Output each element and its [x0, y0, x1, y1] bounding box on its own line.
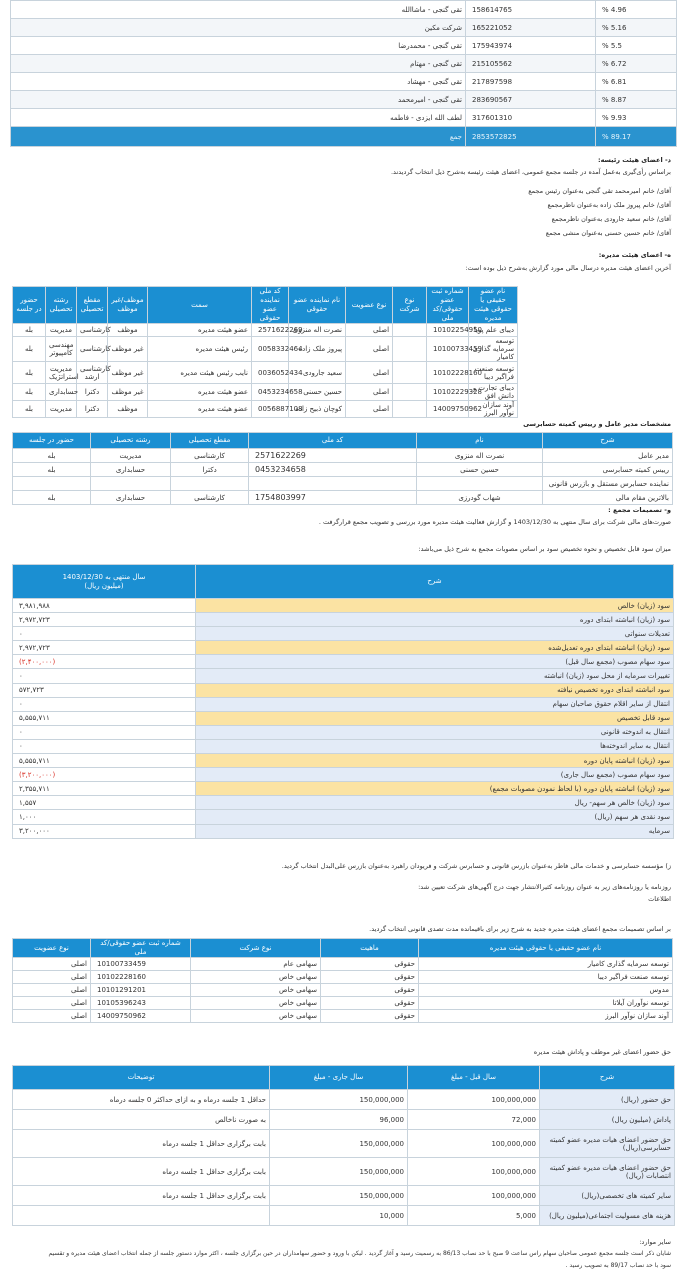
fees-header-cell: توضیحات: [13, 1066, 270, 1090]
shareholder-shares: 283690567: [466, 91, 596, 109]
board-cell: توسعه سرمایه گذاری کامیار: [469, 337, 518, 362]
shareholder-shares: 165221052: [466, 19, 596, 37]
profit-row: [13, 725, 674, 739]
board-cell: مدیریت استراتژیک: [46, 362, 77, 384]
ceo-cell: حسابداری: [91, 491, 171, 505]
profit-row: [13, 683, 674, 697]
board-cell: دکترا: [77, 401, 108, 418]
newboard-header-cell: نام عضو حقیقی یا حقوقی هیئت مدیره: [419, 939, 673, 958]
ra-line: آقای/ خانم امیرمحمد تقی گنجی به‌عنوان رئیس مجمع: [528, 187, 671, 195]
profit-label: سود انباشته ابتدای دوره تخصیص نیافته: [196, 683, 674, 697]
profit-label: سود قابل تخصیص: [196, 711, 674, 725]
profit-value: ۲,۳۵۵,۷۱۱: [13, 782, 196, 796]
ceo-cell: [249, 477, 417, 491]
profit-value: ۱,۰۰۰: [13, 810, 196, 824]
profit-label: سود سهام مصوب (مجمع سال قبل): [196, 655, 674, 669]
fees-current: 150,000,000: [270, 1158, 408, 1186]
table-row: [13, 324, 674, 337]
shareholder-name: تقی گنجی - مهتام: [11, 55, 466, 73]
board-cell: [393, 362, 427, 384]
ceo-cell: نصرت اله منزوی: [417, 449, 543, 463]
profit-row: [13, 697, 674, 711]
board-cell: مدیریت: [46, 401, 77, 418]
ceo-table: [12, 432, 673, 505]
board-cell: [393, 337, 427, 362]
board-header-cell: موظف/غیر موظف: [108, 287, 148, 324]
ra-line: آقای/ خانم حسین حسنی به‌عنوان منشی مجمع: [545, 229, 671, 237]
fees-current: 96,000: [270, 1110, 408, 1130]
newspaper-value: اطلاعات: [648, 895, 671, 903]
fees-header-cell: سال قبل - مبلغ: [408, 1066, 540, 1090]
board-cell: بله: [13, 324, 46, 337]
profit-label: انتقال به سایر اندوخته‌ها: [196, 739, 674, 753]
ceo-cell: [417, 477, 543, 491]
shareholder-name: تقی گنجی - ماشاالله: [11, 1, 466, 19]
board-cell: مدیریت: [46, 324, 77, 337]
table-row: [11, 73, 677, 91]
ra-line: آقای/ خانم پیروز ملک زاده به‌عنوان ناظرمجمع: [547, 201, 671, 209]
board-title: ه- اعضای هیئت مدیره:: [598, 251, 671, 259]
table-row: [13, 997, 673, 1010]
board-cell: کوچان ذبیح زاده: [289, 401, 346, 418]
board-cell: 0058332464: [252, 337, 289, 362]
fees-current: 150,000,000: [270, 1090, 408, 1110]
board-cell: غیر موظف: [108, 362, 148, 384]
profit-row: [13, 768, 674, 782]
ceo-cell: نماینده حسابرس مستقل و بازرس قانونی: [543, 477, 673, 491]
table-row: [13, 971, 673, 984]
profit-value: (۳,۲۰۰,۰۰۰): [13, 768, 196, 782]
board-cell: نصرت اله منزوی: [289, 324, 346, 337]
shareholder-percent: % 6.72: [596, 55, 677, 73]
fees-current: 150,000,000: [270, 1186, 408, 1206]
newboard-cell: حقوقی: [321, 1010, 419, 1023]
shareholder-shares: 317601310: [466, 109, 596, 127]
ceo-header-cell: کد ملی: [249, 433, 417, 449]
board-cell: 10102229328: [427, 384, 469, 401]
shareholder-shares: 158614765: [466, 1, 596, 19]
profit-row: [13, 739, 674, 753]
board-cell: حسین حسنی: [289, 384, 346, 401]
resolutions-text: صورت‌های مالی شرکت برای سال منتهی به 1403/12/30 و گزارش فعالیت هیئت مدیره مورد بررسی و تصویب مجمع قرارگرفت .: [318, 518, 671, 526]
board-header-cell: حضور در جلسه: [13, 287, 46, 324]
board-cell: بله: [13, 337, 46, 362]
newboard-cell: توسعه صنعت فراگیر دیبا: [419, 971, 673, 984]
total-shares: 2853572825: [466, 127, 596, 147]
profit-label: تغییرات سرمایه از محل سود (زیان) انباشته: [196, 669, 674, 683]
profit-row: [13, 627, 674, 641]
newboard-cell: اصلی: [13, 997, 91, 1010]
board-cell: 0036052434: [252, 362, 289, 384]
newboard-cell: توسعه سرمایه گذاری کامیار: [419, 958, 673, 971]
newboard-header-cell: شماره ثبت عضو حقوقی/کد ملی: [91, 939, 191, 958]
ceo-header-cell: مقطع تحصیلی: [171, 433, 249, 449]
shareholder-shares: 217897598: [466, 73, 596, 91]
table-row: [11, 109, 677, 127]
board-cell: توسعه صنعت فراگیر دیبا: [469, 362, 518, 384]
shareholder-name: تقی گنجی - محمدرضا: [11, 37, 466, 55]
fees-title: حق حضور اعضای غیر موظف و پاداش هیئت مدیره: [533, 1048, 671, 1056]
newboard-table: [12, 938, 673, 1023]
profit-label: سود نقدی هر سهم (ریال): [196, 810, 674, 824]
profit-row: [13, 810, 674, 824]
ceo-header-cell: شرح: [543, 433, 673, 449]
table-row: [13, 958, 673, 971]
profit-value: ۱,۵۵۷: [13, 796, 196, 810]
newboard-cell: حقوقی: [321, 971, 419, 984]
misc-title: سایر موارد:: [639, 1238, 671, 1246]
board-cell: اصلی: [346, 337, 393, 362]
profit-value: ۰: [13, 627, 196, 641]
profit-value: (۲,۴۰۰,۰۰۰): [13, 655, 196, 669]
fees-header-cell: سال جاری - مبلغ: [270, 1066, 408, 1090]
fees-previous: 100,000,000: [408, 1186, 540, 1206]
ceo-header-cell: رشته تحصیلی: [91, 433, 171, 449]
newboard-cell: سهامی عام: [191, 958, 321, 971]
newboard-cell: سهامی خاص: [191, 984, 321, 997]
board-cell: [393, 401, 427, 418]
profit-label: سود (زیان) انباشته ابتدای دوره تعدیل‌شده: [196, 641, 674, 655]
newboard-cell: مدوس: [419, 984, 673, 997]
fees-label: حق حضور اعضای هیات مدیره عضو کمیته حسابرسی(ریال): [540, 1130, 675, 1158]
profit-value: ۵۷۲,۷۲۳: [13, 683, 196, 697]
table-row: [13, 384, 674, 401]
board-cell: عضو هیئت مدیره: [148, 401, 252, 418]
board-header-cell: کد ملی نماینده عضو حقوقی: [252, 287, 289, 324]
fees-current: 10,000: [270, 1206, 408, 1226]
table-row: [13, 1010, 673, 1023]
fees-label: حق حضور اعضای هیات مدیره عضو کمیته انتصابات (ریال): [540, 1158, 675, 1186]
board-header-cell: سمت: [148, 287, 252, 324]
ra-intro: براساس رأی‌گیری به‌عمل آمده در جلسه مجمع عمومی، اعضای هیئت رئیسه به‌شرح ذیل انتخاب گردیدند.: [390, 168, 671, 176]
board-cell: بله: [13, 362, 46, 384]
ceo-cell: 1754803997: [249, 491, 417, 505]
profit-value: ۰: [13, 697, 196, 711]
board-cell: کارشناسی: [77, 324, 108, 337]
shareholder-name: شرکت مکین: [11, 19, 466, 37]
board-cell: مهندسی کامپیوتر: [46, 337, 77, 362]
table-row: [13, 1130, 675, 1158]
newboard-cell: 14009750962: [91, 1010, 191, 1023]
shareholder-shares: 215105562: [466, 55, 596, 73]
profit-label: سرمایه: [196, 824, 674, 838]
newboard-cell: توسعه نوآوران آیلاتا: [419, 997, 673, 1010]
profit-row: [13, 669, 674, 683]
table-row: [13, 984, 673, 997]
auditor-text: ز) مؤسسه حسابرسی و خدمات مالی فاطر به‌عنوان بازرس قانونی و حسابرس شرکت و فریودان راهبرد به‌عنوان بازرس علی‌البدل انتخاب گردید.: [281, 862, 671, 870]
newboard-header-cell: نوع شرکت: [191, 939, 321, 958]
board-cell: 14009750962: [427, 401, 469, 418]
board-cell: دیبای تجارت و دانش افق: [469, 384, 518, 401]
profit-value: ۰: [13, 669, 196, 683]
profit-row: [13, 754, 674, 768]
board-cell: [393, 324, 427, 337]
board-cell: پیروز ملک زاده: [289, 337, 346, 362]
ceo-cell: حسین حسنی: [417, 463, 543, 477]
profit-value: ۰: [13, 725, 196, 739]
shareholder-name: تقی گنجی - مهشاد: [11, 73, 466, 91]
profit-label: انتقال به اندوخته قانونی: [196, 725, 674, 739]
fees-label: هزینه های مسولیت اجتماعی(میلیون ریال): [540, 1206, 675, 1226]
board-header-cell: نام عضو حقیقی یا حقوقی هیئت مدیره: [469, 287, 518, 324]
profit-label: سود سهام مصوب (مجمع سال جاری): [196, 768, 674, 782]
ceo-cell: [13, 477, 91, 491]
profit-label: سود (زیان) خالص هر سهم- ریال: [196, 796, 674, 810]
ceo-cell: مدیریت: [91, 449, 171, 463]
board-cell: بله: [13, 384, 46, 401]
ceo-cell: شهاب گودرزی: [417, 491, 543, 505]
board-cell: کارشناسی ارشد: [77, 362, 108, 384]
table-row: [13, 1158, 675, 1186]
shareholder-shares: 175943974: [466, 37, 596, 55]
board-cell: حسابداری: [46, 384, 77, 401]
misc-text-2: سود با حد نصاب 89/17 به تصویب رسید .: [565, 1262, 671, 1269]
table-row: [13, 449, 673, 463]
board-intro: آخرین اعضای هیئت مدیره درسال مالی مورد گزارش به‌شرح ذیل بوده است:: [465, 264, 671, 272]
table-row: [11, 1, 677, 19]
newboard-cell: سهامی خاص: [191, 971, 321, 984]
table-row: [11, 91, 677, 109]
newboard-cell: 10100733459: [91, 958, 191, 971]
board-header-cell: رشته تحصیلی: [46, 287, 77, 324]
newboard-cell: سهامی خاص: [191, 997, 321, 1010]
newboard-intro: بر اساس تصمیمات مجمع اعضای هیئت مدیره جدید به شرح زیر برای باقیمانده مدت تصدی قانونی انتخاب گردید.: [369, 925, 671, 933]
ceo-cell: کارشناسی: [171, 449, 249, 463]
board-cell: نایب رئیس هیئت مدیره: [148, 362, 252, 384]
ceo-cell: بالاترین مقام مالی: [543, 491, 673, 505]
profit-value: ۵,۵۵۵,۷۱۱: [13, 754, 196, 768]
board-cell: دیبای علم پویا: [469, 324, 518, 337]
profit-value: ۰: [13, 739, 196, 753]
ceo-cell: بله: [13, 449, 91, 463]
shareholder-percent: % 6.81: [596, 73, 677, 91]
ra-line: آقای/ خانم سعید جارودی به‌عنوان ناظرمجمع: [551, 215, 671, 223]
table-row: [13, 1090, 675, 1110]
board-cell: اصلی: [346, 384, 393, 401]
fees-header-cell: شرح: [540, 1066, 675, 1090]
ra-title: د- اعضای هیئت رئیسه:: [598, 156, 671, 164]
ceo-cell: بله: [13, 491, 91, 505]
shareholders-table: [10, 0, 677, 147]
board-cell: [393, 384, 427, 401]
board-cell: 0056887108: [252, 401, 289, 418]
profit-row: [13, 599, 674, 613]
fees-label: پاداش (میلیون ریال): [540, 1110, 675, 1130]
ceo-cell: [91, 477, 171, 491]
profit-year-header: سال منتهی به 1403/12/30 (میلیون ریال): [13, 565, 196, 599]
board-cell: 10100733459: [427, 337, 469, 362]
ceo-header-cell: حضور در جلسه: [13, 433, 91, 449]
table-row: [13, 491, 673, 505]
profit-label: تعدیلات سنواتی: [196, 627, 674, 641]
board-cell: دکترا: [77, 384, 108, 401]
profit-row: [13, 641, 674, 655]
board-cell: 2571622269: [252, 324, 289, 337]
total-percent: % 89.17: [596, 127, 677, 147]
fees-note: [13, 1206, 270, 1226]
newboard-cell: حقوقی: [321, 997, 419, 1010]
fees-previous: 100,000,000: [408, 1158, 540, 1186]
fees-table: [12, 1065, 675, 1226]
misc-text-1: شایان ذکر است جلسه مجمع عمومی صاحبان سهام راس ساعت 9 صبح با حد نصاب 86/13 به رسمیت رسید و آغاز گردید . لیکن با ورود و حضور سهامداران در حین برگزاری جلسه ، اکثر موارد دستور جلسه از جمله انتخاب اعضای هیئت مدیره و تقسیم: [48, 1250, 671, 1257]
board-header-cell: نوع عضویت: [346, 287, 393, 324]
profit-row: [13, 655, 674, 669]
ceo-cell: 0453234658: [249, 463, 417, 477]
board-cell: اصلی: [346, 324, 393, 337]
fees-current: 150,000,000: [270, 1130, 408, 1158]
board-header-cell: مقطع تحصیلی: [77, 287, 108, 324]
fees-previous: 5,000: [408, 1206, 540, 1226]
board-cell: سعید جارودی: [289, 362, 346, 384]
profit-label: انتقال از سایر اقلام حقوق صاحبان سهام: [196, 697, 674, 711]
profit-label: سود (زیان) انباشته ابتدای دوره: [196, 613, 674, 627]
fees-previous: 100,000,000: [408, 1090, 540, 1110]
fees-note: حداقل 1 جلسه درماه و به ازای حداکثر 0 جلسه درماه: [13, 1090, 270, 1110]
ceo-cell: بله: [13, 463, 91, 477]
profit-desc-header: شرح: [196, 565, 674, 599]
profit-value: ۳,۹۸۱,۹۸۸: [13, 599, 196, 613]
table-row: [13, 1186, 675, 1206]
board-cell: عضو هیئت مدیره: [148, 384, 252, 401]
board-cell: غیر موظف: [108, 337, 148, 362]
table-row: [11, 55, 677, 73]
board-cell: 10102228160: [427, 362, 469, 384]
profit-label: سود (زیان) انباشته پایان دوره (با لحاظ نمودن مصوبات مجمع): [196, 782, 674, 796]
resolutions-title: و- تصمیمات مجمع :: [608, 506, 671, 514]
table-row: [11, 19, 677, 37]
ceo-title: مشخصات مدیر عامل و رییس کمیته حسابرسی: [523, 420, 671, 428]
board-header-cell: نوع شرکت: [393, 287, 427, 324]
newboard-cell: 10105396243: [91, 997, 191, 1010]
shareholder-percent: % 4.96: [596, 1, 677, 19]
fees-label: سایر کمیته های تخصصی(ریال): [540, 1186, 675, 1206]
board-cell: آوند سازان نوآور البرز: [469, 401, 518, 418]
newboard-cell: اصلی: [13, 984, 91, 997]
newboard-cell: 10102228160: [91, 971, 191, 984]
ceo-header-cell: نام: [417, 433, 543, 449]
table-row: [13, 463, 673, 477]
board-cell: غیر موظف: [108, 384, 148, 401]
ceo-cell: کارشناسی: [171, 491, 249, 505]
newboard-cell: اصلی: [13, 958, 91, 971]
profit-row: [13, 782, 674, 796]
ceo-cell: [171, 477, 249, 491]
profit-row: [13, 613, 674, 627]
fees-note: بابت برگزاری حداقل 1 جلسه درماه: [13, 1158, 270, 1186]
table-row: [13, 1110, 675, 1130]
shareholder-percent: % 9.93: [596, 109, 677, 127]
newspaper-text: روزنامه یا روزنامه‌های زیر به عنوان روزنامه کثیرالانتشار جهت درج آگهی‌های شرکت تعیین شد:: [418, 883, 671, 891]
ceo-cell: دکترا: [171, 463, 249, 477]
total-row: [11, 127, 677, 147]
profit-row: [13, 824, 674, 838]
fees-note: بابت برگزاری حداقل 1 جلسه درماه: [13, 1186, 270, 1206]
table-row: [13, 362, 674, 384]
board-header-cell: شماره ثبت عضو حقوقی/کد ملی: [427, 287, 469, 324]
newboard-header-cell: ماهیت: [321, 939, 419, 958]
board-cell: اصلی: [346, 401, 393, 418]
board-cell: موظف: [108, 401, 148, 418]
ceo-cell: رییس کمیته حسابرسی: [543, 463, 673, 477]
shareholder-name: تقی گنجی - امیرمحمد: [11, 91, 466, 109]
board-table: [12, 286, 674, 418]
profit-value: ۲,۹۷۲,۷۲۳: [13, 613, 196, 627]
fees-note: بابت برگزاری حداقل 1 جلسه درماه: [13, 1130, 270, 1158]
fees-previous: 72,000: [408, 1110, 540, 1130]
profit-value: ۵,۵۵۵,۷۱۱: [13, 711, 196, 725]
board-header-cell: نام نماینده عضو حقوقی: [289, 287, 346, 324]
shareholder-percent: % 8.87: [596, 91, 677, 109]
board-cell: موظف: [108, 324, 148, 337]
profit-row: [13, 796, 674, 810]
board-cell: 10102254950: [427, 324, 469, 337]
ceo-cell: حسابداری: [91, 463, 171, 477]
ceo-cell: مدیر عامل: [543, 449, 673, 463]
newboard-cell: حقوقی: [321, 958, 419, 971]
fees-label: حق حضور (ریال): [540, 1090, 675, 1110]
profit-value: ۳,۲۰۰,۰۰۰: [13, 824, 196, 838]
newboard-cell: آوند سازان نوآور البرز: [419, 1010, 673, 1023]
profit-intro: میزان سود قابل تخصیص و نحوه تخصیص سود بر اساس مصوبات مجمع به شرح ذیل می‌باشد:: [418, 545, 671, 553]
profit-table: [12, 564, 674, 839]
newboard-cell: سهامی خاص: [191, 1010, 321, 1023]
profit-row: [13, 711, 674, 725]
newboard-cell: اصلی: [13, 971, 91, 984]
board-cell: کارشناسی: [77, 337, 108, 362]
profit-value: ۲,۹۷۲,۷۲۳: [13, 641, 196, 655]
table-row: [13, 477, 673, 491]
shareholder-name: لطف الله ایزدی - فاطمه: [11, 109, 466, 127]
fees-note: به صورت ناخالص: [13, 1110, 270, 1130]
fees-previous: 100,000,000: [408, 1130, 540, 1158]
shareholder-percent: % 5.16: [596, 19, 677, 37]
newboard-header-cell: نوع عضویت: [13, 939, 91, 958]
shareholder-percent: % 5.5: [596, 37, 677, 55]
table-row: [13, 401, 674, 418]
board-cell: اصلی: [346, 362, 393, 384]
profit-label: سود (زیان) انباشته پایان دوره: [196, 754, 674, 768]
table-row: [13, 1206, 675, 1226]
ceo-cell: 2571622269: [249, 449, 417, 463]
newboard-cell: اصلی: [13, 1010, 91, 1023]
board-cell: رئیس هیئت مدیره: [148, 337, 252, 362]
board-cell: عضو هیئت مدیره: [148, 324, 252, 337]
newboard-cell: حقوقی: [321, 984, 419, 997]
total-label: جمع: [11, 127, 466, 147]
board-cell: 0453234658: [252, 384, 289, 401]
profit-label: سود (زیان) خالص: [196, 599, 674, 613]
table-row: [11, 37, 677, 55]
board-cell: بله: [13, 401, 46, 418]
table-row: [13, 337, 674, 362]
newboard-cell: 10101291201: [91, 984, 191, 997]
